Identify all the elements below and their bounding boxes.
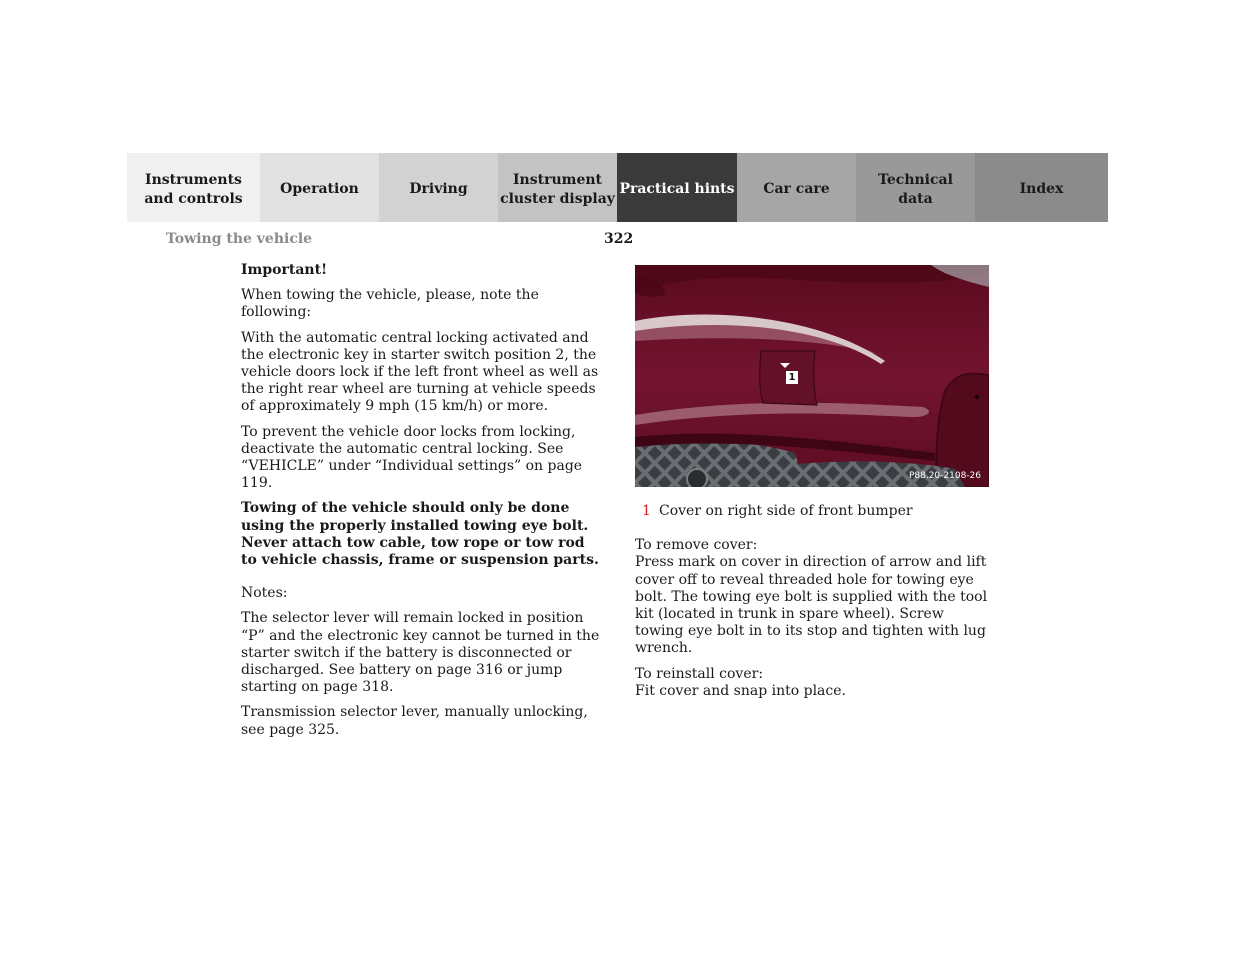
page-number: 322 — [604, 231, 634, 247]
remove-cover-label: To remove cover: — [635, 537, 758, 554]
tab-operation[interactable]: Operation — [260, 153, 379, 222]
running-head: Towing the vehicle — [166, 231, 313, 247]
left-column — [241, 262, 603, 747]
callout-number: 1 — [786, 371, 798, 384]
intro-paragraph: When towing the vehicle, please, note the following: — [241, 287, 539, 321]
instructions — [635, 537, 995, 700]
reinstall-cover-text: Fit cover and snap into place. — [635, 682, 846, 699]
figure-code: P88.20-2108-26 — [908, 470, 981, 481]
remove-cover-text: Press mark on cover in direction of arrow and lift cover off to reveal threaded hole for towing eye bolt. The towing eye bolt is supplied with the tool kit (located in trunk in spare wheel). Screw towing eye bolt in to its stop and tighten with lug wrench. — [635, 554, 988, 657]
tab-index[interactable]: Index — [975, 153, 1108, 222]
tab-driving[interactable]: Driving — [379, 153, 498, 222]
right-column — [635, 265, 995, 708]
important-heading: Important! — [241, 262, 328, 278]
central-locking-paragraph: With the automatic central locking activated and the electronic key in starter switch position 2, the vehicle doors lock if the left front wheel as well as the right rear wheel are turning at vehicle speeds of approximately 9 mph (15 km/h) or more. — [241, 329, 599, 415]
tab-practical-hints[interactable]: Practical hints — [617, 153, 737, 222]
selector-lever-note: The selector lever will remain locked in position “P” and the electronic key cannot be turned in the starter switch if the battery is disconnected or discharged. See battery on page 316 or jump starting on page 318. — [241, 610, 600, 696]
figure-caption — [635, 503, 995, 520]
reinstall-cover-label: To reinstall cover: — [635, 665, 764, 682]
caption-number: 1 — [642, 503, 651, 519]
tab-instruments-and-controls[interactable]: Instruments and controls — [127, 153, 260, 222]
bumper-illustration — [635, 265, 989, 487]
transmission-note: Transmission selector lever, manually unlocking, see page 325. — [241, 704, 588, 738]
caption-text: Cover on right side of front bumper — [659, 503, 913, 519]
towing-warning: Towing of the vehicle should only be done using the properly installed towing eye bolt. Never attach tow cable, tow rope or tow rod to vehicle chassis, frame or suspension parts. — [241, 500, 599, 569]
notes-label: Notes: — [241, 585, 288, 602]
deactivate-paragraph: To prevent the vehicle door locks from locking, deactivate the automatic central locking. See “VEHICLE” under “Individual settings” on page 119. — [241, 423, 583, 492]
tab-car-care[interactable]: Car care — [737, 153, 856, 222]
tab-instrument-cluster-display[interactable]: Instrument cluster display — [498, 153, 617, 222]
tab-technical-data[interactable]: Technical data — [856, 153, 975, 222]
bumper-drawing — [635, 265, 989, 487]
section-nav — [127, 153, 1108, 222]
